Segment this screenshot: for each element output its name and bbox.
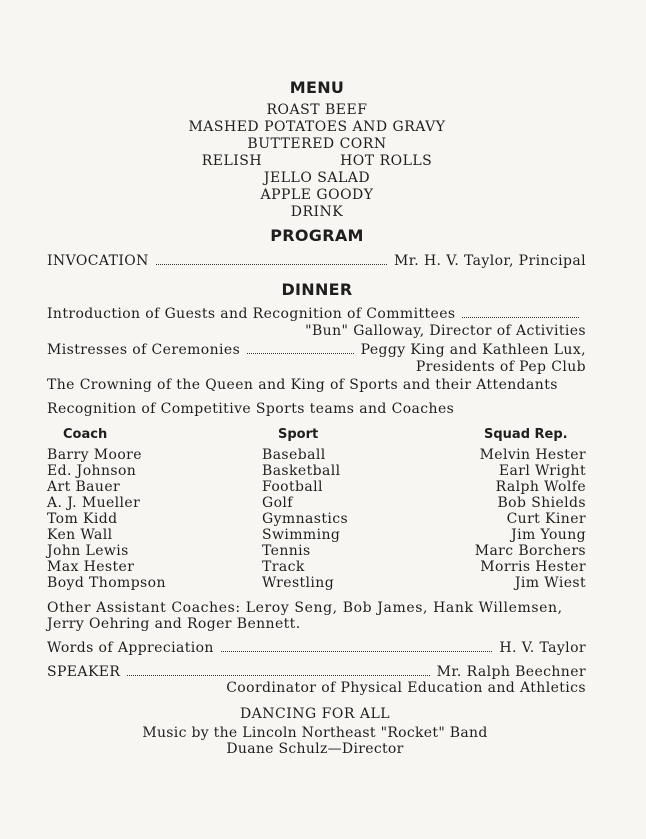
sport-name: Football (262, 479, 323, 495)
invocation-line (47, 253, 586, 269)
speaker-label: SPEAKER (47, 664, 121, 680)
menu-heading: MENU (289, 78, 345, 97)
speaker-value: Mr. Ralph Beechner (436, 664, 586, 680)
invocation-label: INVOCATION (47, 253, 149, 269)
mistresses-value-2: Presidents of Pep Club (415, 359, 586, 375)
menu-item-pair (0, 153, 634, 170)
menu-item: HOT ROLLS (340, 153, 433, 169)
assistant-coaches-line-1: Other Assistant Coaches: Leroy Seng, Bob James, Hank Willemsen, (47, 600, 563, 616)
recognition-line: Recognition of Competitive Sports teams and Coaches (47, 401, 455, 417)
dancing-line: DANCING FOR ALL (239, 706, 391, 722)
coach-name: Ed. Johnson (47, 463, 137, 479)
coach-column (47, 447, 166, 591)
coach-header: Coach (63, 427, 108, 442)
sport-name: Tennis (262, 543, 311, 559)
sport-name: Basketball (262, 463, 341, 479)
mistresses-value: Peggy King and Kathleen Lux, (360, 342, 586, 358)
squad-rep-name: Morris Hester (480, 559, 586, 575)
appreciation-label: Words of Appreciation (47, 640, 214, 656)
squad-rep-name: Earl Wright (498, 463, 586, 479)
leader-dots (247, 343, 353, 354)
mistresses-label: Mistresses of Ceremonies (47, 342, 241, 358)
music-line: Music by the Lincoln Northeast "Rocket" Band (142, 725, 488, 741)
coach-name: Art Bauer (47, 479, 121, 495)
menu-item: DRINK (290, 204, 344, 220)
squad-rep-name: Bob Shields (497, 495, 586, 511)
sport-column (262, 447, 348, 591)
leader-dots (221, 641, 493, 652)
menu-item: JELLO SALAD (263, 170, 371, 186)
squad-rep-column (440, 447, 586, 591)
assistant-coaches-line-2: Jerry Oehring and Roger Bennett. (47, 616, 301, 632)
sport-header: Sport (278, 427, 319, 442)
menu-list (0, 102, 634, 221)
speaker-line (47, 664, 586, 680)
sport-name: Baseball (262, 447, 326, 463)
squad-rep-name: Melvin Hester (479, 447, 586, 463)
sport-name: Gymnastics (262, 511, 349, 527)
sport-name: Track (262, 559, 305, 575)
coach-name: John Lewis (47, 543, 129, 559)
menu-item: ROAST BEEF (266, 102, 368, 118)
introduction-label: Introduction of Guests and Recognition of Committees (47, 306, 456, 322)
leader-dots (156, 254, 387, 265)
menu-item: APPLE GOODY (260, 187, 374, 203)
invocation-value: Mr. H. V. Taylor, Principal (393, 253, 586, 269)
menu-item: BUTTERED CORN (247, 136, 387, 152)
coach-name: Boyd Thompson (47, 575, 166, 591)
squad-rep-header: Squad Rep. (484, 427, 568, 442)
squad-rep-name: Jim Young (511, 527, 586, 543)
program-heading: PROGRAM (270, 226, 364, 245)
appreciation-value: H. V. Taylor (499, 640, 586, 656)
squad-rep-name: Jim Wiest (514, 575, 586, 591)
menu-item: RELISH (201, 153, 263, 169)
introduction-value: "Bun" Galloway, Director of Activities (305, 323, 586, 339)
sport-name: Swimming (262, 527, 341, 543)
director-line: Duane Schulz—Director (226, 741, 404, 757)
introduction-line (47, 306, 586, 322)
coach-name: Tom Kidd (47, 511, 118, 527)
squad-rep-name: Curt Kiner (506, 511, 586, 527)
dinner-heading: DINNER (281, 280, 353, 299)
squad-rep-name: Marc Borchers (474, 543, 586, 559)
menu-item: MASHED POTATOES AND GRAVY (188, 119, 446, 135)
coach-name: Ken Wall (47, 527, 113, 543)
appreciation-line (47, 640, 586, 656)
coach-name: Max Hester (47, 559, 135, 575)
sport-name: Golf (262, 495, 293, 511)
leader-dots (462, 307, 579, 318)
speaker-title: Coordinator of Physical Education and Athletics (226, 680, 586, 696)
crowning-line: The Crowning of the Queen and King of Sports and their Attendants (47, 377, 558, 393)
leader-dots (127, 665, 429, 676)
sport-name: Wrestling (262, 575, 335, 591)
mistresses-line (47, 342, 586, 358)
coach-name: Barry Moore (47, 447, 142, 463)
coach-name: A. J. Mueller (47, 495, 141, 511)
squad-rep-name: Ralph Wolfe (495, 479, 586, 495)
